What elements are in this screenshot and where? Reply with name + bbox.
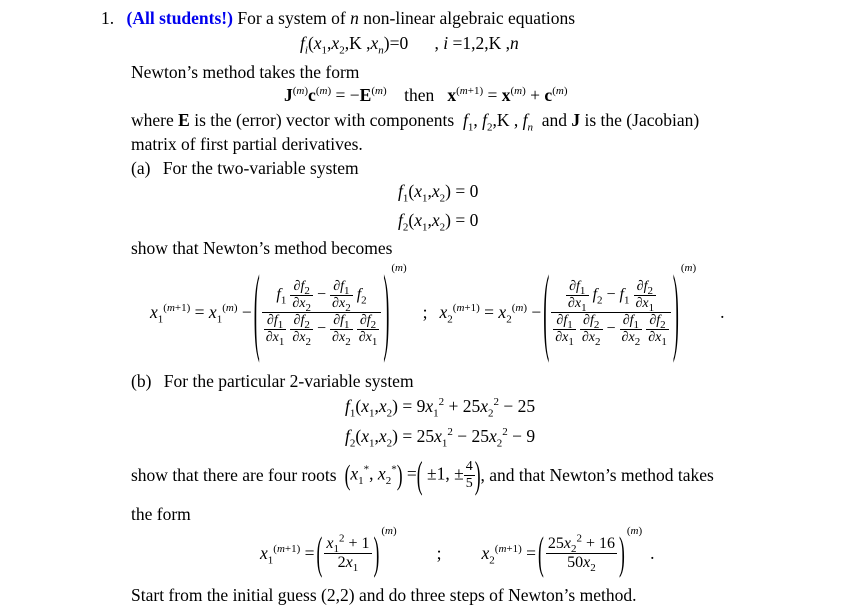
part-a-text: For the two-variable system: [162, 158, 359, 178]
part-b-eq1: $f_1(x_1,x_2) = 9x_1^2 + 25x_2^2 - 25$: [345, 396, 536, 420]
part-b-text: For the particular 2-variable system: [163, 371, 414, 391]
where-text-2: matrix of first partial derivatives.: [131, 134, 363, 154]
intro-text: For a system of n non-linear algebraic equations: [237, 8, 576, 28]
system-equation: $f_i(x_1,x_2,K$ $,x_n)=0$ , i =1,2,K ,n: [300, 33, 519, 57]
newton-form: $J^{(m)}c^{(m)} = -E^{(m)}$ then $x^{(m+1)} = x^{(m)} + c^{(m)}$: [284, 85, 568, 105]
roots-text: show that there are four roots: [131, 464, 337, 485]
part-b-label: (b): [131, 371, 152, 391]
problem-header: [101, 8, 575, 29]
part-a-label: (a): [131, 158, 151, 178]
audience-note: (All students!): [126, 8, 233, 28]
newton-intro: Newton’s method takes the form: [131, 62, 360, 82]
iteration-formula: $x_1^{(m+1)}$ = ( $\frac{x_1^2 + 1}{2x_1}$ ) (m) ; $x_2^{(m+1)}$ = ( $\frac{25x_2^2 + 16}{50x_2}$ ) (m) .: [260, 525, 655, 578]
part-b-heading: [131, 371, 414, 392]
part-a-show-text: show that Newton’s method becomes: [131, 238, 393, 258]
part-a-eq1: $f_1(x_1,x_2) = 0$: [398, 181, 479, 205]
part-b-eq2: $f_2(x_1,x_2) = 25x_1^2 - 25x_2^2 - 9$: [345, 426, 536, 450]
roots-tail: , and that Newton’s method takes: [480, 464, 714, 485]
roots-value: ($x_1^*$, $x_2^*$) =( ±1, ± $\frac{4}{5}$ ): [344, 451, 481, 496]
final-instruction: Start from the initial guess (2,2) and do three steps of Newton’s method.: [131, 585, 637, 605]
roots-line: [131, 452, 714, 498]
part-a-heading: [131, 158, 359, 179]
where-text: where E is the (error) vector with components $f_1$, $f_2,K$ , $f_n$ and J is the (Jacobian): [131, 110, 700, 134]
form-text: the form: [131, 504, 191, 524]
part-a-result: $x_1^{(m+1)} = x_1^{(m)}$ − ( $f_1$ $\frac{\partial f_2}{\partial x_2}$ − $\frac{\partial f_1}{\partial x_2}$ $f_2$ $\frac{\partial f_1}{\partial x_1}$ $\frac{\partial f_2}{\partial x_2}$ − $\frac{\partial f_1}{\partial x_2}$ $\frac{\partial f_2}{\partial x_1}$ ) (m) ; $x_2^{(m+1)} = x_2^{(m)}$ − ( $\frac{\partial f_1}{\partial x_1}$ $f_2 - f_1$ $\frac{\partial f_2}{\partial x_1}$ $\frac{\partial f_1}{\partial x_1}$ $\frac{\partial f_2}{\partial x_2}$ − $\frac{\partial f_1}{\partial x_2}$ $\frac{\partial f_2}{\partial x_1}$ ) (m) .: [150, 255, 725, 364]
problem-number: 1.: [101, 8, 115, 28]
part-a-eq2: $f_2(x_1,x_2) = 0$: [398, 210, 479, 234]
